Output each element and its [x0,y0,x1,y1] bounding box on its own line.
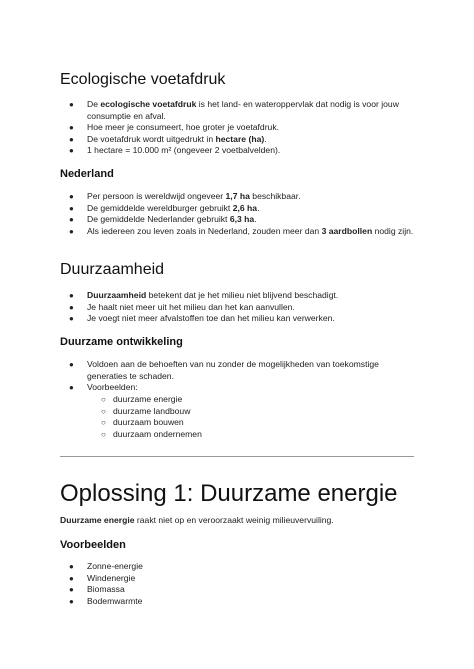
bullet-icon: ● [69,314,74,324]
circle-bullet-icon: ○ [101,406,106,416]
duurzame-ontwikkeling-list [60,359,414,394]
ecologische-voetafdruk-list [60,99,414,157]
list-item: ● De gemiddelde wereldburger gebruikt 2,6 ha. [69,202,260,213]
bullet-icon: ● [69,146,74,156]
list-item: ● Zonne-energie [69,561,143,571]
sub-list-item: ○ duurzaam bouwen [101,417,184,428]
bullet-icon: ● [69,100,74,109]
voorbeelden-sublist [60,394,414,440]
bullet-icon: ● [69,123,74,133]
bullet-icon: ● [69,134,74,144]
duurzaamheid-list [60,290,414,325]
list-item: ● Je haalt niet meer uit het milieu dan het kan aanvullen. [69,301,295,312]
bullet-icon: ● [69,302,74,312]
bullet-icon: ● [69,596,74,606]
circle-bullet-icon: ○ [101,418,106,428]
list-item: ● Biomassa [69,584,125,595]
subheading-voorbeelden: Voorbeelden [60,539,126,551]
oplossing-intro-paragraph: Duurzame energie raakt niet op en veroorzaakt weinig milieuvervuiling. [60,515,334,525]
bullet-icon: ● [69,203,74,213]
list-item: ● Windenergie [69,572,136,583]
section-heading-duurzaamheid: Duurzaamheid [60,261,165,278]
bullet-icon: ● [69,215,74,225]
list-item: ● De ecologische voetafdruk is het land- en wateroppervlak dat nodig is voor jouw consumptie en afval. [69,99,399,121]
bullet-icon: ● [69,573,74,583]
subheading-duurzame-ontwikkeling: Duurzame ontwikkeling [60,336,183,348]
voorbeelden-list [60,561,414,607]
list-item: ● Hoe meer je consumeert, hoe groter je voetafdruk. [69,122,280,133]
list-item: ● Per persoon is wereldwijd ongeveer 1,7 ha beschikbaar. [69,191,301,201]
bullet-icon: ● [69,360,74,369]
circle-bullet-icon: ○ [101,429,106,439]
list-item: ● De voetafdruk wordt uitgedrukt in hectare (ha). [69,133,267,144]
bullet-icon: ● [69,192,74,201]
subheading-nederland: Nederland [60,168,114,180]
list-item: ● Duurzaamheid betekent dat je het milieu niet blijvend beschadigt. [69,290,339,300]
bullet-icon: ● [69,585,74,595]
bullet-icon: ● [69,562,74,571]
section-heading-ecologische-voetafdruk: Ecologische voetafdruk [60,71,226,88]
horizontal-divider [60,456,414,457]
bullet-icon: ● [69,291,74,300]
list-item: ● Als iedereen zou leven zoals in Nederland, zouden meer dan 3 aardbollen nodig zijn. [69,225,414,236]
list-item: ● Je voegt niet meer afvalstoffen toe dan het milieu kan verwerken. [69,313,335,324]
circle-bullet-icon: ○ [101,395,106,404]
bullet-icon: ● [69,383,74,393]
nederland-list [60,191,414,237]
sub-list-item: ○ duurzame energie [101,394,183,404]
sub-list-item: ○ duurzame landbouw [101,405,191,416]
list-item: ● Bodemwarmte [69,595,143,606]
list-item: ● De gemiddelde Nederlander gebruikt 6,3 ha. [69,214,257,225]
section-heading-oplossing-1: Oplossing 1: Duurzame energie [60,480,398,507]
list-item: ● Voorbeelden: [69,382,138,393]
list-item: ● Voldoen aan de behoeften van nu zonder de mogelijkheden van toekomstige generaties te schaden. [69,359,379,381]
bullet-icon: ● [69,226,74,236]
sub-list-item: ○ duurzaam ondernemen [101,428,202,439]
list-item: ● 1 hectare = 10.000 m² (ongeveer 2 voetbalvelden). [69,145,281,156]
